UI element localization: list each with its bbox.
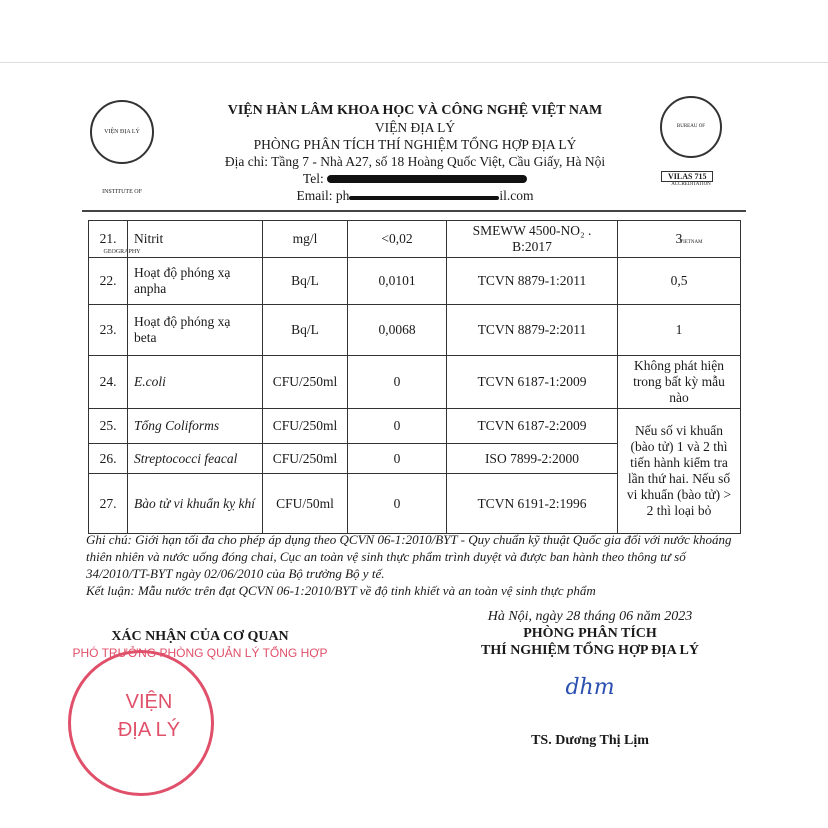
unit: CFU/50ml <box>263 474 348 534</box>
method: ISO 7899-2:2000 <box>447 444 618 474</box>
left-subtitle: PHÓ TRƯỞNG PHÒNG QUẢN LÝ TỔNG HỢP <box>72 646 328 660</box>
notes <box>86 531 746 599</box>
row-number: 21. <box>89 221 128 258</box>
lab-name: PHÒNG PHÂN TÍCH THÍ NGHIỆM TỔNG HỢP ĐỊA LÝ <box>253 137 577 152</box>
parameter-name: Streptococci feacal <box>128 444 263 474</box>
results-table <box>88 220 741 534</box>
accreditation-logo: BUREAU OF ACCREDITATION VIETNAM <box>660 96 722 158</box>
parameter-name: Nitrit <box>128 221 263 258</box>
page-top-edge <box>0 62 828 63</box>
institute-name: VIỆN ĐỊA LÝ <box>374 120 456 135</box>
unit: Bq/L <box>263 258 348 305</box>
result: 0,0068 <box>348 305 447 356</box>
result: 0 <box>348 356 447 409</box>
parameter-name: E.coli <box>128 356 263 409</box>
right-signature-block <box>440 608 740 749</box>
row-number: 23. <box>89 305 128 356</box>
result: 0 <box>348 444 447 474</box>
left-title: XÁC NHẬN CỦA CƠ QUAN <box>111 629 289 644</box>
signer-name: TS. Dương Thị Lịm <box>531 733 649 748</box>
date: Hà Nội, ngày 28 tháng 06 năm 2023 <box>487 609 693 624</box>
parameter-name: Bào tử vi khuẩn kỵ khí <box>128 474 263 534</box>
method: TCVN 8879-1:2011 <box>447 258 618 305</box>
table-row <box>89 409 741 444</box>
tel: Tel: <box>160 170 670 187</box>
method: TCVN 6187-2:2009 <box>447 409 618 444</box>
unit: mg/l <box>263 221 348 258</box>
email: Email: ph il.com <box>296 188 534 203</box>
stamp-text: VIỆN ĐỊA LÝ <box>117 691 181 741</box>
method: TCVN 8879-2:2011 <box>447 305 618 356</box>
parameter-name: Tổng Coliforms <box>128 409 263 444</box>
result: <0,02 <box>348 221 447 258</box>
limit: 0,5 <box>618 258 741 305</box>
letterhead <box>160 102 670 204</box>
table-row <box>89 305 741 356</box>
right-title-2: THÍ NGHIỆM TỔNG HỢP ĐỊA LÝ <box>481 643 699 658</box>
table-row <box>89 221 741 258</box>
row-number: 25. <box>89 409 128 444</box>
limit: 3 <box>618 221 741 258</box>
right-title-1: PHÒNG PHÂN TÍCH <box>523 626 657 641</box>
table-row <box>89 258 741 305</box>
red-stamp <box>68 650 214 796</box>
parameter-name: Hoạt độ phóng xạ anpha <box>128 258 263 305</box>
unit: Bq/L <box>263 305 348 356</box>
method: SMEWW 4500-NO₂ . B:2017 <box>447 221 618 258</box>
header-divider <box>82 210 746 212</box>
limit: 1 <box>618 305 741 356</box>
result: 0 <box>348 474 447 534</box>
result: 0,0101 <box>348 258 447 305</box>
row-number: 26. <box>89 444 128 474</box>
conclusion-text: Kết luận: Mẫu nước trên đạt QCVN 06-1:2010/BYT về độ tinh khiết và an toàn vệ sinh thực phẩm <box>86 583 596 598</box>
row-number: 27. <box>89 474 128 534</box>
result: 0 <box>348 409 447 444</box>
institute-logo: VIỆN ĐỊA LÝ INSTITUTE OF GEOGRAPHY <box>90 100 154 164</box>
signature-mark: dhm <box>565 675 615 700</box>
academy-name: VIỆN HÀN LÂM KHOA HỌC VÀ CÔNG NGHỆ VIỆT NAM <box>227 103 603 118</box>
method: TCVN 6191-2:1996 <box>447 474 618 534</box>
note-text: Ghi chú: Giới hạn tối đa cho phép áp dụng theo QCVN 06-1:2010/BYT - Quy chuẩn kỹ thuật Quốc gia đối với nước khoáng thiên nhiên và nước uống đóng chai, Cục an toàn vệ sinh thực phẩm trình duyệt và được ban hành theo thông tư số 34/2010/TT-BYT ngày 02/06/2010 của Bộ trưởng Bộ y tế. <box>86 532 732 581</box>
address: Địa chỉ: Tầng 7 - Nhà A27, số 18 Hoàng Quốc Việt, Cầu Giấy, Hà Nội <box>224 154 606 169</box>
limit: Không phát hiện trong bất kỳ mẫu nào <box>618 356 741 409</box>
merged-limit: Nếu số vi khuẩn (bào tử) 1 và 2 thì tiến hành kiểm tra lần thứ hai. Nếu số vi khuẩn (bào tử) > 2 thì loại bỏ <box>618 409 741 534</box>
row-number: 22. <box>89 258 128 305</box>
vilas-badge: VILAS 715 <box>661 171 713 182</box>
unit: CFU/250ml <box>263 444 348 474</box>
row-number: 24. <box>89 356 128 409</box>
method: TCVN 6187-1:2009 <box>447 356 618 409</box>
unit: CFU/250ml <box>263 356 348 409</box>
table-row <box>89 356 741 409</box>
unit: CFU/250ml <box>263 409 348 444</box>
parameter-name: Hoạt độ phóng xạ beta <box>128 305 263 356</box>
